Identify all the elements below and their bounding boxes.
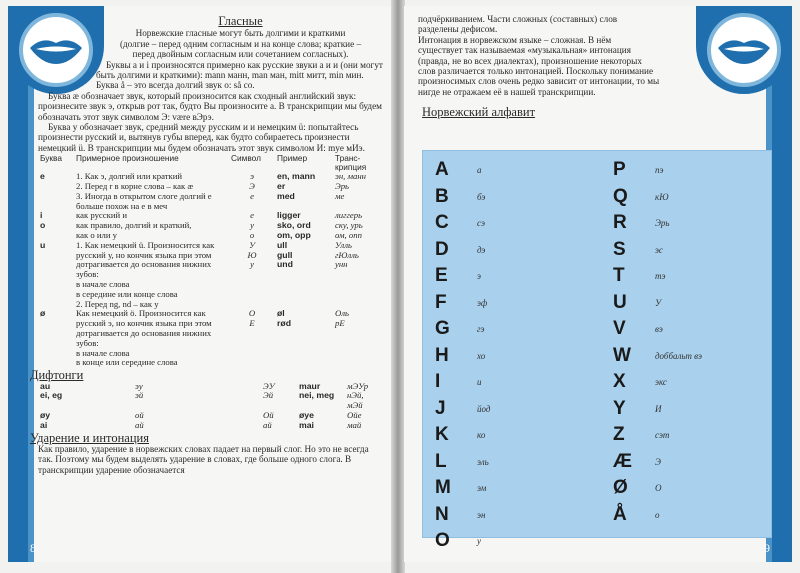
symbol-value: о <box>249 230 255 241</box>
diphthong-example: mai <box>299 419 314 430</box>
section-title-diphthongs: Дифтонги <box>30 368 84 383</box>
alphabet-letter-name: эль <box>477 456 489 467</box>
left-blue-frame <box>8 6 28 562</box>
right-text-line-5: (правда, не во всех диалектах), произношение некоторых <box>418 55 642 66</box>
alphabet-row <box>435 502 595 529</box>
intro-line-2: (долгие – перед одним согласным и на конце слова; краткие – <box>119 38 362 49</box>
alphabet-letter-name: э <box>477 271 481 282</box>
vowel-row <box>38 241 383 310</box>
vowel-letter: u <box>40 239 46 250</box>
vowel-example <box>275 221 333 241</box>
right-content <box>418 14 718 118</box>
diphthong-russian: ой <box>135 410 144 421</box>
alphabet-letter-name: йод <box>477 403 491 414</box>
diphthong-symbol: Ой <box>263 410 274 421</box>
alphabet-letter: T <box>613 265 625 287</box>
example-value: gull <box>277 249 293 260</box>
alphabet-letter-name: эм <box>477 483 487 494</box>
alphabet-letter: C <box>435 212 449 234</box>
example-value: ull <box>277 239 288 250</box>
example-value: øl <box>277 308 285 319</box>
alphabet-row <box>435 316 595 343</box>
alphabet-letter-name: гэ <box>477 324 485 335</box>
alphabet-column-right <box>613 157 763 528</box>
col-header-pronunciation: Примерное произношение <box>76 153 179 164</box>
transcription-value: гЮлль <box>335 249 359 260</box>
alphabet-row <box>613 396 763 423</box>
transcription-value: ме <box>335 190 345 201</box>
alphabet-letter: P <box>613 159 626 181</box>
vowel-transcription <box>333 221 383 241</box>
symbol-value: у <box>250 220 254 231</box>
alphabet-letter: J <box>435 397 446 419</box>
alphabet-letter-name: Эрь <box>655 218 670 229</box>
alphabet-letter: Z <box>613 424 625 446</box>
diphthong-example: nei, meg <box>299 390 335 401</box>
left-content <box>30 14 383 475</box>
alphabet-letter-name: сэ <box>477 218 485 229</box>
symbol-value: О <box>248 308 256 319</box>
pronunciation-line: как русский и <box>76 210 127 221</box>
alphabet-row <box>613 475 763 502</box>
left-page <box>8 6 392 562</box>
alphabet-letter-name: дэ <box>477 244 486 255</box>
pronunciation-line: в середине или конце слова <box>76 288 178 299</box>
diphthong-russian: ай <box>135 419 144 430</box>
symbol-value: Э <box>249 181 255 192</box>
alphabet-letter: V <box>613 318 626 340</box>
alphabet-row <box>435 237 595 264</box>
example-value: om, opp <box>277 230 311 241</box>
example-value: med <box>277 190 295 201</box>
alphabet-letter: F <box>435 291 447 313</box>
alphabet-letter-name: О <box>655 483 662 494</box>
diphthong-letters: ai <box>40 419 48 430</box>
alphabet-letter: S <box>613 238 626 260</box>
vowel-letter: e <box>40 171 45 182</box>
alphabet-letter-name: кЮ <box>655 191 669 202</box>
book-spine <box>391 0 405 573</box>
transcription-value: ом, опп <box>335 230 362 241</box>
pronunciation-line: 1. Как немецкий ü. Произносится как русский у, но кончик языка при этом дотрагивается до основания нижних зубов: <box>76 239 215 280</box>
pronunciation-line: в конце или середине слова <box>76 357 178 368</box>
alphabet-letter: L <box>435 450 447 472</box>
alphabet-column-left <box>435 157 595 555</box>
alphabet-letter: W <box>613 344 631 366</box>
transcription-value: Улль <box>335 239 352 250</box>
diphthong-symbol: Эй <box>263 390 274 401</box>
alphabet-letter-name: Э <box>655 456 661 467</box>
alphabet-letter-name: вэ <box>655 324 663 335</box>
example-value: und <box>277 259 293 270</box>
right-text-line-2: разделены дефисом. <box>418 24 498 35</box>
alphabet-letter: K <box>435 424 449 446</box>
vowel-pronunciation <box>74 309 229 368</box>
alphabet-row <box>613 184 763 211</box>
alphabet-row <box>613 369 763 396</box>
pronunciation-line: 3. Иногда в открытом слоге долгий e больше похож на е в меч <box>76 190 212 211</box>
right-page <box>404 6 792 562</box>
alphabet-row <box>435 263 595 290</box>
col-header-letter: Буква <box>40 153 62 164</box>
paragraph-a-i: Буквы a и i произносятся примерно как русские звуки а и и (они могут быть долгими и краткими): mann манн, man ман, mitt митт, min мин. Буква å – это всегда долгий звук о: så со. <box>96 59 383 91</box>
alphabet-row <box>613 157 763 184</box>
alphabet-letter: Q <box>613 185 628 207</box>
alphabet-letter-name: И <box>655 403 662 414</box>
vowel-row <box>38 309 383 368</box>
right-blue-frame <box>772 6 792 562</box>
alphabet-row <box>435 396 595 423</box>
vowel-example <box>275 241 333 310</box>
alphabet-row <box>613 422 763 449</box>
col-header-symbol: Символ <box>231 153 261 164</box>
vowel-pronunciation <box>74 221 229 241</box>
pronunciation-line: как правило, долгий и краткий, <box>76 220 192 231</box>
alphabet-letter-name: эф <box>477 297 488 308</box>
example-value: en, mann <box>277 171 316 182</box>
alphabet-row <box>435 210 595 237</box>
diphthong-transcription: Ойе <box>347 410 362 421</box>
alphabet-letter: O <box>435 530 450 552</box>
alphabet-letter-name: у <box>477 536 481 547</box>
paragraph-stress: Как правило, ударение в норвежских словах падает на первый слог. Но это не всегда так. Поэтому мы будем выделять ударение в словах, где больше одного слога. В транскрипции ударение обозначается <box>38 444 369 475</box>
alphabet-row <box>435 422 595 449</box>
diphthong-letters: au <box>40 380 51 391</box>
alphabet-letter: B <box>435 185 449 207</box>
symbol-value: У <box>249 239 255 250</box>
alphabet-letter: Æ <box>613 450 632 472</box>
transcription-value: лиггерь <box>335 210 363 221</box>
col-header-example: Пример <box>277 153 308 164</box>
vowel-symbol <box>229 221 275 241</box>
symbol-value: у <box>250 259 254 270</box>
col-header-transcription: Транс-крипция <box>335 153 367 173</box>
vowel-letter: o <box>40 220 46 231</box>
symbol-value: Ю <box>247 249 257 260</box>
intro-line-1: Норвежские гласные могут быть долгими и краткими <box>135 28 346 39</box>
diphthong-letters: ei, eg <box>40 390 63 401</box>
diphthong-transcription: мЭУр <box>347 380 369 391</box>
diphthong-transcription: май <box>347 419 362 430</box>
alphabet-row <box>613 449 763 476</box>
vowel-transcription <box>333 309 383 368</box>
alphabet-letter-name: и <box>477 377 482 388</box>
alphabet-row <box>613 210 763 237</box>
alphabet-row <box>435 449 595 476</box>
alphabet-letter-name: ко <box>477 430 486 441</box>
example-value: sko, ord <box>277 220 311 231</box>
lips-icon <box>707 13 781 87</box>
alphabet-letter: E <box>435 265 448 287</box>
alphabet-letter-name: доббальт вэ <box>655 350 703 361</box>
alphabet-letter: Y <box>613 397 626 419</box>
vowel-letter: ø <box>40 308 46 319</box>
diphthong-russian: эй <box>135 390 144 401</box>
alphabet-row <box>613 237 763 264</box>
vowel-letter: i <box>40 210 43 221</box>
diphthong-symbol: ай <box>263 419 272 430</box>
alphabet-row <box>435 184 595 211</box>
diphthong-russian: эу <box>135 380 143 391</box>
transcription-value: эн, манн <box>335 171 366 182</box>
alphabet-row <box>613 502 763 529</box>
intro-line-3: перед двойным согласным или сочетанием согласных). <box>132 49 349 60</box>
right-text-line-7: произносимых слов очень редко зависит от интонации, то мы <box>418 76 660 87</box>
alphabet-letter-name: пэ <box>655 165 664 176</box>
right-text-line-6: слов различается только интонацией. Поскольку понимание <box>418 66 654 77</box>
alphabet-row <box>435 343 595 370</box>
alphabet-letter-name: бэ <box>477 191 486 202</box>
diphthong-row <box>38 411 383 421</box>
pronunciation-line: 2. Перед ng, nd – как у <box>76 298 159 309</box>
diphthong-symbol: ЭУ <box>263 380 275 391</box>
alphabet-letter: Ø <box>613 477 628 499</box>
transcription-value: Эрь <box>335 181 349 192</box>
symbol-value: е <box>250 210 254 221</box>
alphabet-row <box>435 290 595 317</box>
alphabet-row <box>613 263 763 290</box>
alphabet-row <box>435 475 595 502</box>
diphthong-letters: øy <box>40 410 51 421</box>
alphabet-row <box>613 343 763 370</box>
transcription-value: ску, урь <box>335 220 363 231</box>
alphabet-box <box>422 150 772 552</box>
vowel-table <box>38 154 383 368</box>
vowel-pronunciation <box>74 172 229 211</box>
page-number-right: 9 <box>764 541 770 555</box>
page-number-left: 8 <box>30 541 36 555</box>
diphthong-transcription: нЭй, мЭй <box>347 390 364 411</box>
diphthong-row <box>38 421 383 431</box>
alphabet-letter-name: экс <box>655 377 667 388</box>
symbol-value: е <box>250 190 254 201</box>
vowel-row <box>38 221 383 241</box>
alphabet-row <box>435 369 595 396</box>
alphabet-letter-name: а <box>477 165 482 176</box>
paragraph-ae: Буква æ обозначает звук, который произносится как сходный английский звук: произнесите звук э, открыв рот так, будто Вы произносите а. В транскрипции мы будем обозначать этот звук символом Э: være вЭрэ. <box>38 90 382 122</box>
alphabet-row <box>435 528 595 555</box>
diphthong-row <box>38 391 383 411</box>
symbol-value: э <box>250 171 254 182</box>
vowel-transcription <box>333 241 383 310</box>
diphthong-example: øye <box>299 410 314 421</box>
pronunciation-line: 2. Перед r в корне слова – как æ <box>76 181 194 192</box>
alphabet-letter: R <box>613 212 627 234</box>
paragraph-y: Буква y обозначает звук, средний между русским и и немецким ü: попытайтесь произнести русский и, вытянув губы вперед, как будто собираетесь произнести немецкий ü. В транскрипции мы будем обозначать этот звук символом И: mye мИэ. <box>38 122 365 153</box>
section-title-vowels: Гласные <box>218 14 263 28</box>
section-title-stress: Ударение и интонация <box>30 430 149 445</box>
alphabet-letter-name: тэ <box>655 271 666 282</box>
example-value: rød <box>277 318 291 329</box>
diphthong-example: maur <box>299 380 321 391</box>
right-text-line-8: нигде не отражаем её в нашей транскрипции. <box>418 86 596 97</box>
alphabet-letter: Å <box>613 503 627 525</box>
right-text-line-1: подчёркиванием. Части сложных (составных) слов <box>418 14 618 24</box>
alphabet-letter: G <box>435 318 450 340</box>
alphabet-letter: N <box>435 503 449 525</box>
alphabet-row <box>613 290 763 317</box>
pronunciation-line: как о или у <box>76 230 118 241</box>
transcription-value: унн <box>335 259 348 270</box>
pronunciation-line: Как немецкий ö. Произносится как русский э, но кончик языка при этом дотрагивается до основания нижних зубов: <box>76 308 212 348</box>
alphabet-letter: X <box>613 371 626 393</box>
alphabet-letter-name: сэт <box>655 430 670 441</box>
alphabet-row <box>435 157 595 184</box>
right-text-line-3: Интонация в норвежском языке – сложная. В нём <box>418 34 612 45</box>
alphabet-letter: H <box>435 344 449 366</box>
vowel-example <box>275 309 333 368</box>
pronunciation-line: 1. Как э, долгий или краткий <box>76 171 183 182</box>
alphabet-letter-name: У <box>655 297 662 308</box>
vowel-symbol <box>229 309 275 368</box>
alphabet-letter: A <box>435 159 449 181</box>
alphabet-letter: U <box>613 291 627 313</box>
vowel-symbol <box>229 172 275 211</box>
alphabet-row <box>613 316 763 343</box>
alphabet-letter: I <box>435 371 441 393</box>
left-blue-frame-inner <box>28 6 34 562</box>
right-text-line-4: существует так называемая «музыкальная» интонация <box>418 45 631 56</box>
alphabet-letter-name: хо <box>477 350 486 361</box>
symbol-value: Е <box>249 318 255 329</box>
alphabet-letter-name: о <box>655 509 660 520</box>
vowel-example <box>275 172 333 211</box>
alphabet-letter: M <box>435 477 451 499</box>
vowel-symbol <box>229 241 275 310</box>
vowel-pronunciation <box>74 241 229 310</box>
vowel-row <box>38 172 383 211</box>
transcription-value: Оль <box>335 308 350 319</box>
example-value: er <box>277 181 286 192</box>
alphabet-letter-name: эс <box>655 244 663 255</box>
pronunciation-line: в начале слова <box>76 279 130 290</box>
diphthong-table <box>38 382 383 431</box>
vowel-transcription <box>333 172 383 211</box>
transcription-value: рЕ <box>335 318 345 329</box>
example-value: ligger <box>277 210 301 221</box>
alphabet-letter: D <box>435 238 449 260</box>
pronunciation-line: в начале слова <box>76 347 130 358</box>
section-title-alphabet: Норвежский алфавит <box>422 105 536 120</box>
alphabet-letter-name: эн <box>477 509 486 520</box>
